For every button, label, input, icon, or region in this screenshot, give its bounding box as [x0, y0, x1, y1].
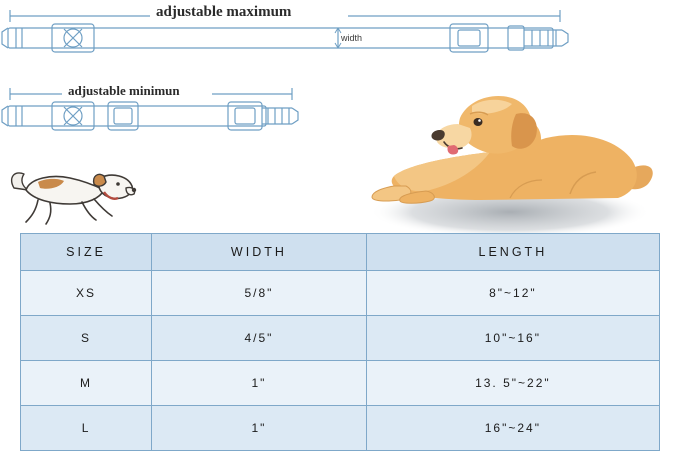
cell-size: L	[21, 406, 152, 451]
cell-width: 1"	[152, 406, 367, 451]
cell-size: S	[21, 316, 152, 361]
table-header-length: LENGTH	[366, 234, 659, 271]
lying-golden-retriever-illustration	[360, 90, 660, 240]
table-row	[21, 271, 660, 316]
table-row	[21, 316, 660, 361]
cell-width: 1"	[152, 361, 367, 406]
cell-length: 8"~12"	[366, 271, 659, 316]
cell-length: 16"~24"	[366, 406, 659, 451]
table-header-row	[21, 234, 660, 271]
cell-size: XS	[21, 271, 152, 316]
label-adjustable-maximum: adjustable maximum	[156, 4, 292, 20]
running-dog-illustration	[8, 158, 138, 228]
table-row	[21, 406, 660, 451]
size-table	[20, 233, 660, 451]
cell-width: 4/5"	[152, 316, 367, 361]
label-adjustable-minimun: adjustable minimun	[68, 83, 180, 98]
cell-size: M	[21, 361, 152, 406]
table-header-size: SIZE	[21, 234, 152, 271]
table-row	[21, 361, 660, 406]
cell-length: 13. 5"~22"	[366, 361, 659, 406]
table-header-width: WIDTH	[152, 234, 367, 271]
label-width: width	[341, 33, 363, 43]
cell-width: 5/8"	[152, 271, 367, 316]
cell-length: 10"~16"	[366, 316, 659, 361]
